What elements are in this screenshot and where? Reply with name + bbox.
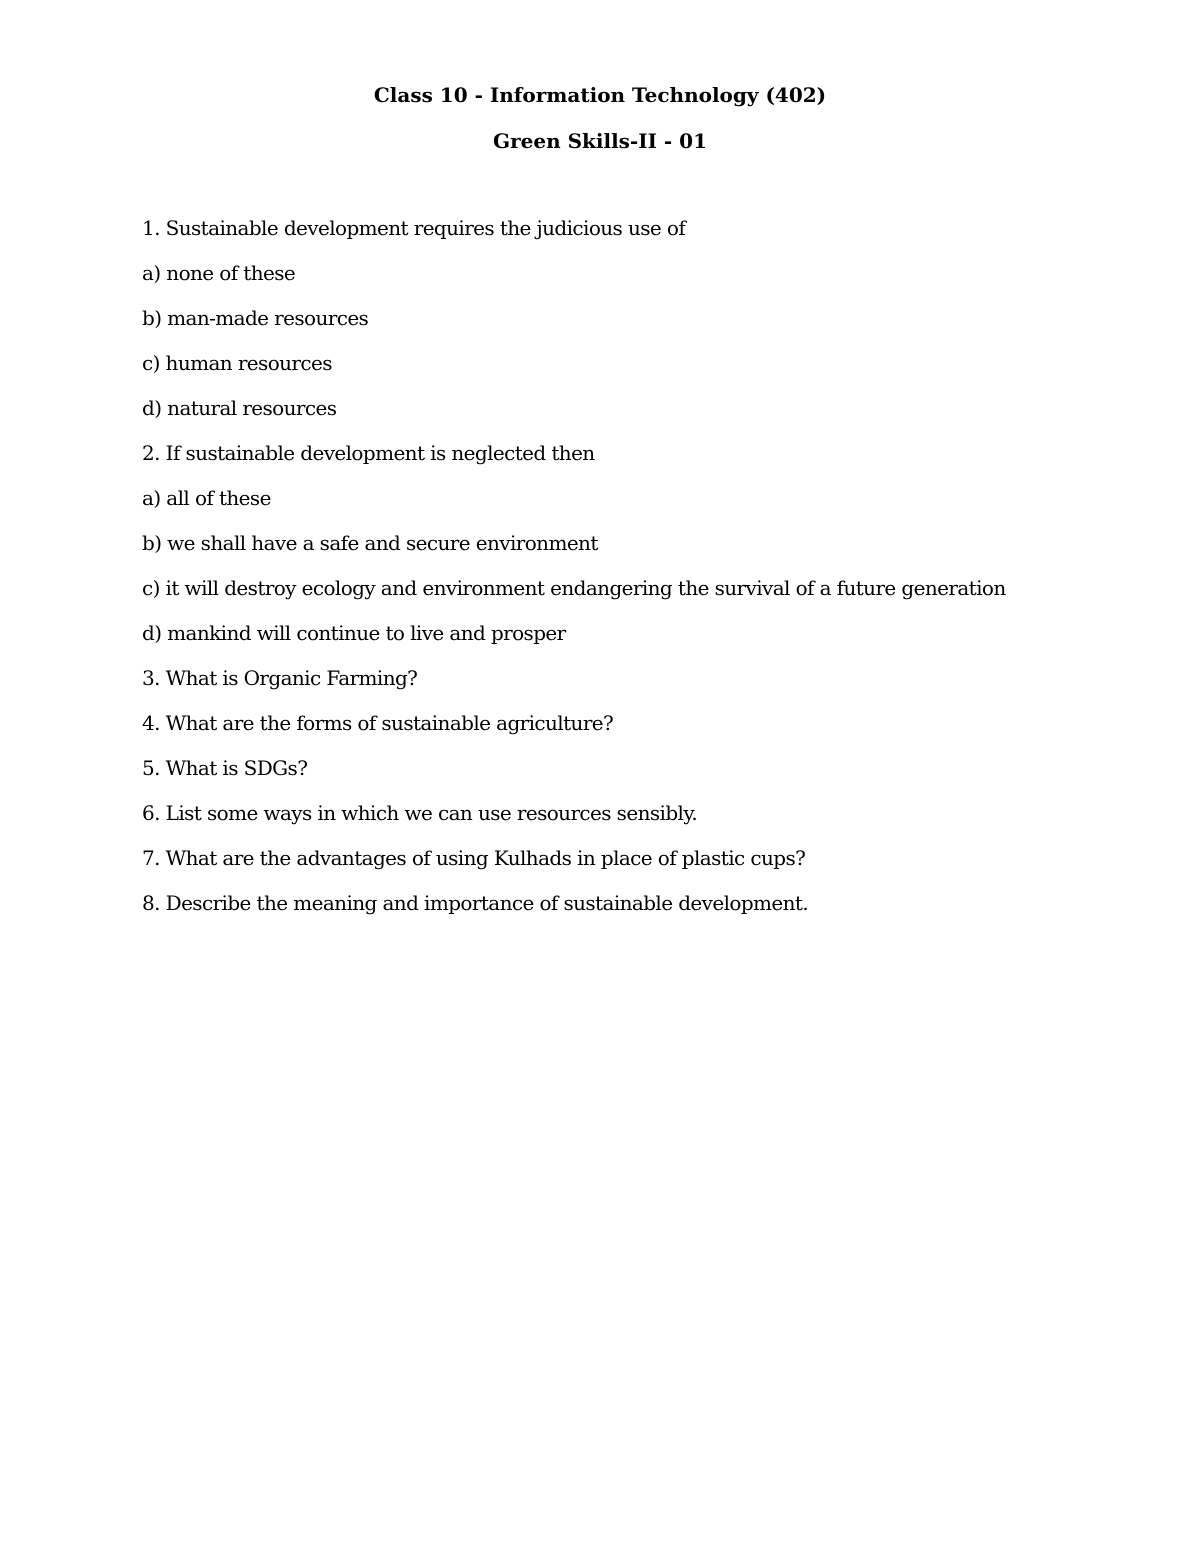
question-3: 3. What is Organic Farming? bbox=[142, 666, 418, 690]
document-title: Class 10 - Information Technology (402) bbox=[373, 83, 827, 107]
question-7: 7. What are the advantages of using Kulhads in place of plastic cups? bbox=[142, 846, 806, 870]
question-5: 5. What is SDGs? bbox=[142, 756, 308, 780]
question-list bbox=[142, 216, 1142, 936]
question-2-option-c: c) it will destroy ecology and environment endangering the survival of a future generation bbox=[142, 576, 1006, 600]
question-8: 8. Describe the meaning and importance of sustainable development. bbox=[142, 891, 809, 915]
question-6: 6. List some ways in which we can use resources sensibly. bbox=[142, 801, 698, 825]
question-1-option-a: a) none of these bbox=[142, 261, 296, 285]
question-1-option-b: b) man-made resources bbox=[142, 306, 369, 330]
question-2: 2. If sustainable development is neglected then bbox=[142, 441, 595, 465]
question-1-option-d: d) natural resources bbox=[142, 396, 337, 420]
question-1: 1. Sustainable development requires the judicious use of bbox=[142, 216, 686, 240]
question-2-option-b: b) we shall have a safe and secure environment bbox=[142, 531, 598, 555]
question-4: 4. What are the forms of sustainable agriculture? bbox=[142, 711, 614, 735]
question-2-option-a: a) all of these bbox=[142, 486, 271, 510]
document-subtitle: Green Skills-II - 01 bbox=[493, 129, 707, 153]
question-1-option-c: c) human resources bbox=[142, 351, 332, 375]
question-2-option-d: d) mankind will continue to live and prosper bbox=[142, 621, 566, 645]
